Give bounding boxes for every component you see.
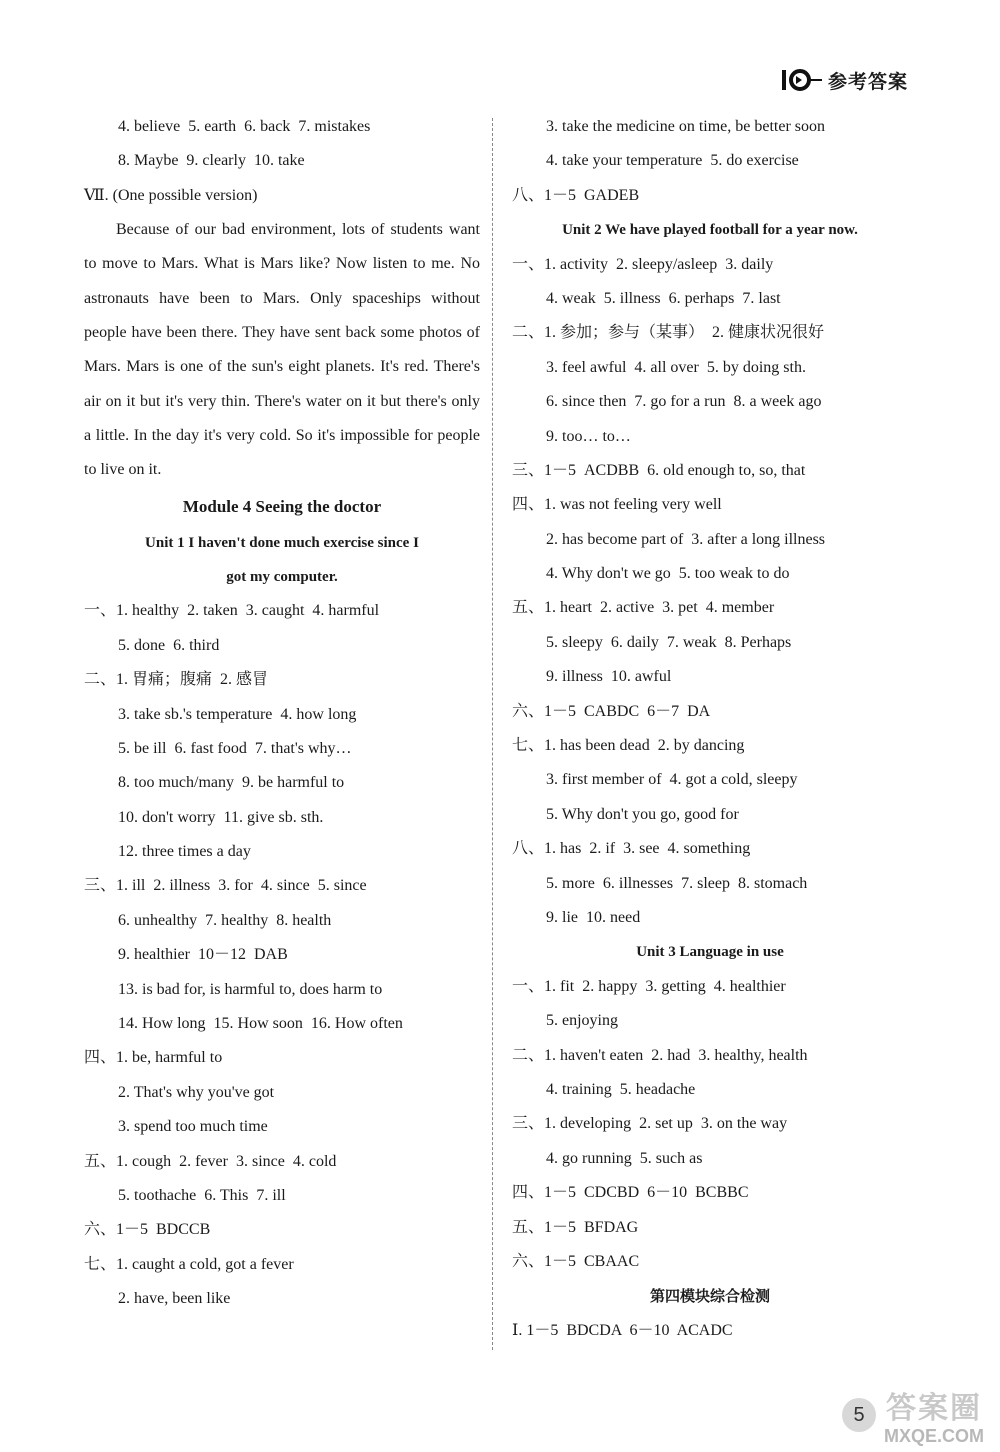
module-title: Module 4 Seeing the doctor [182, 496, 382, 516]
answer-line: 4. training 5. headache [546, 1080, 696, 1098]
answer-line: 六、1－5 CBAAC [512, 1252, 640, 1270]
answer-line: 5. more 6. illnesses 7. sleep 8. stomach [546, 874, 808, 892]
answer-line: 五、1－5 BFDAG [512, 1218, 639, 1236]
answer-line: 二、1. 胃痛；腹痛 2. 感冒 [84, 671, 269, 689]
answer-line: 七、1. caught a cold, got a fever [84, 1255, 294, 1273]
answer-line: 3. spend too much time [118, 1118, 268, 1136]
answer-line: 5. Why don't you go, good for [546, 805, 739, 823]
answer-line: 四、1. was not feeling very well [512, 496, 722, 514]
answer-line: Ⅰ. 1－5 BDCDA 6－10 ACADC [512, 1321, 733, 1339]
answer-line: 12. three times a day [118, 843, 251, 861]
answer-line: 8. too much/many 9. be harmful to [118, 774, 345, 792]
answer-line: 5. enjoying [546, 1012, 618, 1030]
answer-line: 2. has become part of 3. after a long illness [546, 530, 826, 548]
answer-line: 4. believe 5. earth 6. back 7. mistakes [118, 118, 371, 135]
answer-line: 二、1. 参加；参与（某事） 2. 健康状况很好 [512, 324, 825, 342]
answer-line: 14. How long 15. How soon 16. How often [118, 1015, 403, 1033]
answer-line: Ⅶ. (One possible version) [84, 186, 258, 204]
answer-line: 五、1. heart 2. active 3. pet 4. member [512, 599, 775, 617]
unit-title-continued: got my computer. [226, 568, 338, 585]
section-title: 第四模块综合检测 [649, 1287, 770, 1306]
answer-line: 3. feel awful 4. all over 5. by doing sth. [546, 358, 806, 376]
answer-line: 9. healthier 10－12 DAB [118, 946, 288, 964]
answer-line: 八、1. has 2. if 3. see 4. something [512, 840, 751, 858]
answer-line: 一、1. fit 2. happy 3. getting 4. healthier [512, 977, 786, 995]
essay-paragraph: Because of our bad environment, lots of students want to move to Mars. What is Mars like? Now listen to me. No astronauts have been to Mars. Only spaceships without people have been there. They have sent back some photos of Mars. Mars is one of the sun's eight planets. It's red. There's air on it but it's very thin. There's water on it but there's only a little. In the day it's very cold. So it's impossible for people to live on it. [84, 221, 480, 479]
answer-line: 二、1. haven't eaten 2. had 3. healthy, health [512, 1046, 808, 1064]
page-number: 5 [842, 1398, 876, 1432]
page-header [780, 62, 908, 98]
answer-line: 4. go running 5. such as [546, 1149, 703, 1167]
answer-line: 八、1－5 GADEB [512, 186, 640, 204]
header-title: 参考答案 [827, 70, 908, 93]
answer-line: 9. lie 10. need [546, 908, 641, 926]
answer-line: 4. take your temperature 5. do exercise [546, 152, 799, 170]
unit-title: Unit 2 We have played football for a year now. [562, 222, 858, 239]
answer-line: 5. toothache 6. This 7. ill [118, 1186, 286, 1204]
right-column [512, 110, 908, 1348]
answer-line: 13. is bad for, is harmful to, does harm to [118, 980, 383, 998]
answer-line: 5. sleepy 6. daily 7. weak 8. Perhaps [546, 633, 792, 651]
answer-line: 一、1. activity 2. sleepy/asleep 3. daily [512, 255, 774, 273]
answer-line: 3. take the medicine on time, be better soon [546, 118, 826, 135]
publisher-logo-icon [780, 67, 824, 93]
column-divider [492, 118, 493, 1350]
answer-line: 4. Why don't we go 5. too weak to do [546, 565, 790, 583]
answer-line: 六、1－5 CABDC 6－7 DA [512, 702, 711, 720]
answer-line: 3. first member of 4. got a cold, sleepy [546, 771, 798, 789]
answer-line: 4. weak 5. illness 6. perhaps 7. last [546, 289, 781, 307]
answer-line: 三、1－5 ACDBB 6. old enough to, so, that [512, 461, 806, 479]
answer-line: 三、1. ill 2. illness 3. for 4. since 5. since [84, 877, 367, 895]
answer-line: 10. don't worry 11. give sb. sth. [118, 808, 324, 826]
answer-line: 七、1. has been dead 2. by dancing [512, 737, 745, 755]
answer-line: 8. Maybe 9. clearly 10. take [118, 152, 305, 170]
unit-title: Unit 3 Language in use [636, 944, 784, 961]
left-column [84, 110, 480, 1317]
answer-line: 6. unhealthy 7. healthy 8. health [118, 911, 332, 929]
answer-line: 六、1－5 BDCCB [84, 1221, 211, 1239]
answer-line: 9. illness 10. awful [546, 668, 672, 686]
watermark-logo: 答案圈 [886, 1392, 982, 1425]
answer-line: 5. be ill 6. fast food 7. that's why… [118, 739, 352, 757]
answer-line: 四、1－5 CDCBD 6－10 BCBBC [512, 1184, 749, 1202]
answer-line: 2. That's why you've got [118, 1083, 275, 1101]
answer-line: 6. since then 7. go for a run 8. a week ago [546, 393, 822, 411]
answer-line: 一、1. healthy 2. taken 3. caught 4. harmful [84, 602, 380, 620]
answer-line: 三、1. developing 2. set up 3. on the way [512, 1115, 788, 1133]
answer-line: 五、1. cough 2. fever 3. since 4. cold [84, 1152, 337, 1170]
watermark [884, 1392, 984, 1446]
answer-line: 2. have, been like [118, 1290, 231, 1308]
answer-line: 9. too… to… [546, 427, 631, 445]
watermark-url: MXQE.COM [884, 1426, 985, 1446]
answer-line: 5. done 6. third [118, 636, 220, 654]
unit-title: Unit 1 I haven't done much exercise since I [145, 534, 419, 551]
answer-line: 3. take sb.'s temperature 4. how long [118, 705, 357, 723]
answer-line: 四、1. be, harmful to [84, 1049, 223, 1067]
